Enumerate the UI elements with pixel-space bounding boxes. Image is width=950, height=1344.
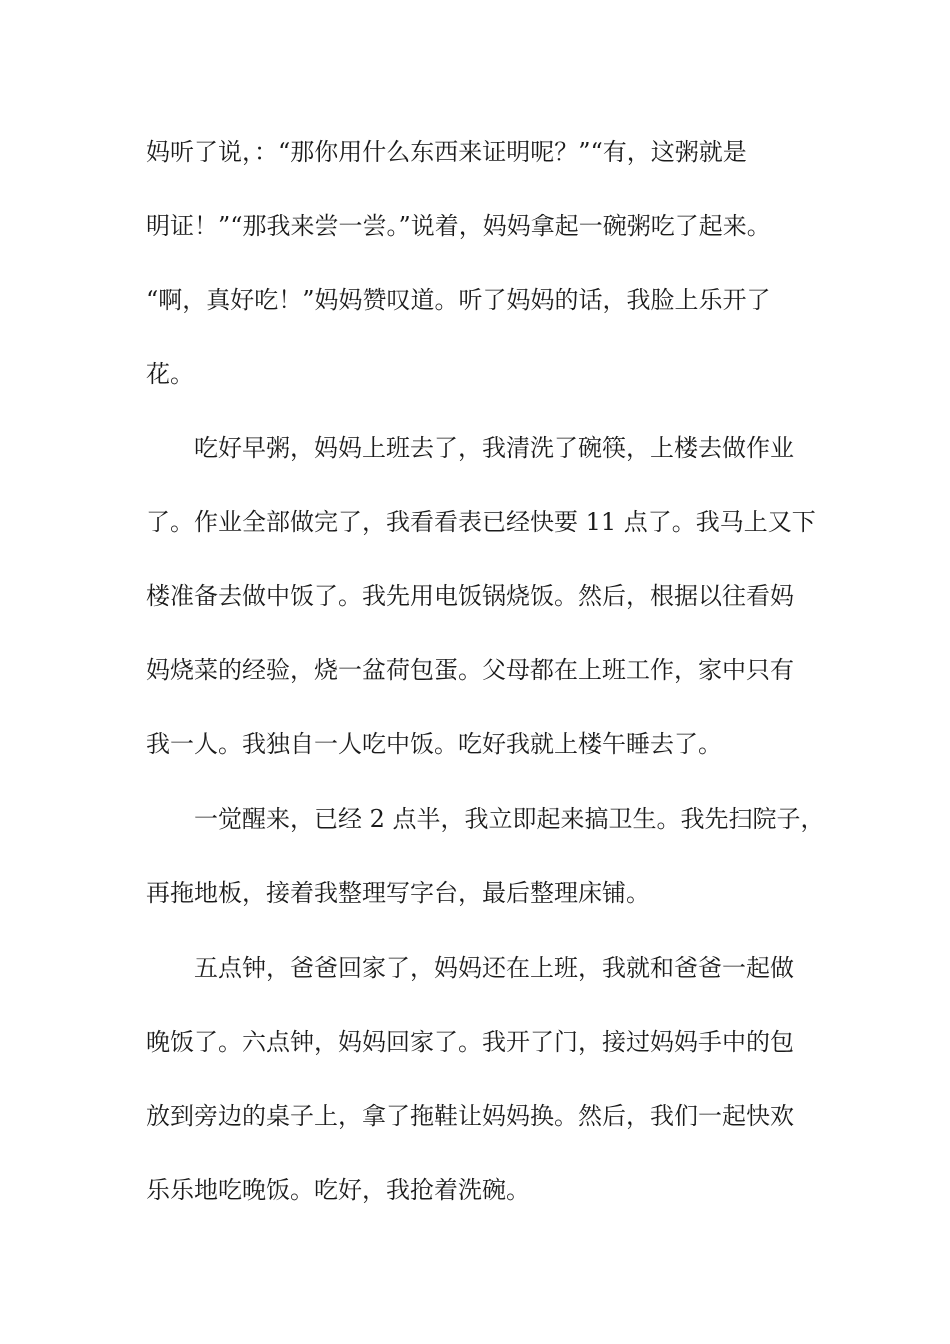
text-line: 明证！”“那我来尝一尝。”说着，妈妈拿起一碗粥吃了起来。 [146,212,771,240]
text-line: 了。作业全部做完了，我看看表已经快要 11 点了。我马上又下 [146,508,816,536]
text-line: 放到旁边的桌子上，拿了拖鞋让妈妈换。然后，我们一起快欢 [146,1102,794,1130]
text-line: “啊，真好吃！”妈妈赞叹道。听了妈妈的话，我脸上乐开了 [146,286,771,314]
text-line: 花。 [146,360,194,388]
text-line: 妈烧菜的经验，烧一盆荷包蛋。父母都在上班工作，家中只有 [146,656,794,684]
paragraph-first-line: 一觉醒来，已经 2 点半，我立即起来搞卫生。我先扫院子， [194,805,825,833]
text-line: 晚饭了。六点钟，妈妈回家了。我开了门，接过妈妈手中的包 [146,1028,794,1056]
paragraph-first-line: 五点钟，爸爸回家了，妈妈还在上班，我就和爸爸一起做 [194,954,794,982]
text-line: 楼准备去做中饭了。我先用电饭锅烧饭。然后，根据以往看妈 [146,582,794,610]
text-line: 乐乐地吃晚饭。吃好，我抢着洗碗。 [146,1176,530,1204]
text-line: 再拖地板，接着我整理写字台，最后整理床铺。 [146,879,650,907]
text-line: 我一人。我独自一人吃中饭。吃好我就上楼午睡去了。 [146,730,722,758]
paragraph-first-line: 吃好早粥，妈妈上班去了，我清洗了碗筷，上楼去做作业 [194,434,794,462]
text-line: 妈听了说，：“那你用什么东西来证明呢？”“有，这粥就是 [146,138,747,166]
